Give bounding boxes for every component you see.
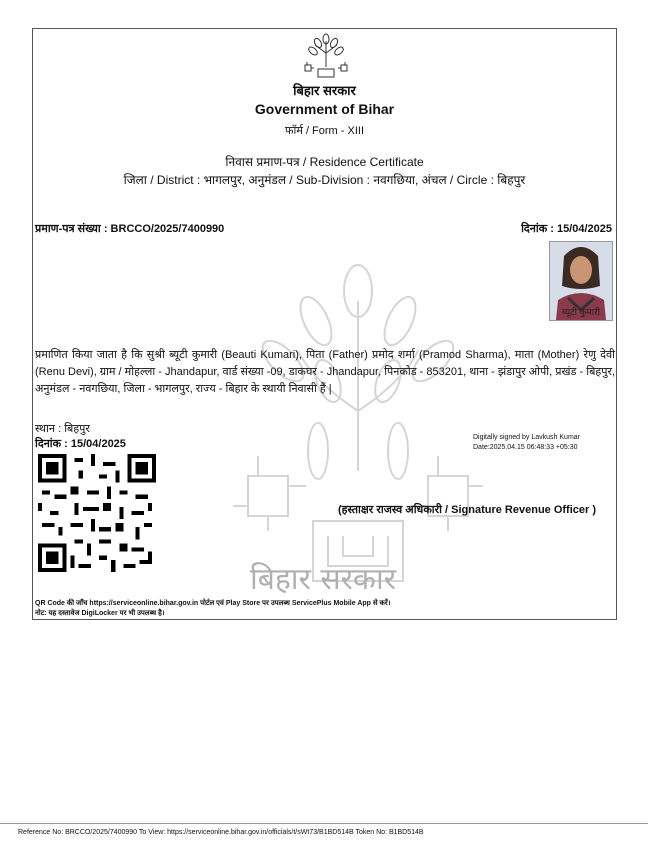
certificate-date: दिनांक : 15/04/2025 — [521, 223, 612, 235]
certificate-title: निवास प्रमाण-पत्र / Residence Certificate — [225, 155, 424, 169]
english-title: Government of Bihar — [254, 101, 395, 117]
digilocker-note: नोट: यह दस्तावेज DigiLocker पर भी उपलब्ध है। — [35, 610, 165, 617]
qr-verification-note: QR Code की जाँच https://serviceonline.bihar.gov.in पोर्टल एवं Play Store पर उपलब्ध ServicePlus Mobile App से करें। — [35, 600, 391, 607]
hindi-title: बिहार सरकार — [293, 83, 356, 98]
certificate-body: प्रमाणित किया जाता है कि सुश्री ब्यूटी कुमारी (Beauti Kumari), पिता (Father) प्रमोद शर्मा (Pramod Sharma), माता (Mother) रेणु देवी (Renu Devi), ग्राम / मोहल्ला - Jhandapur, वार्ड संख्या -09, डाकघर - Jhandapur, पिनकोड - 853201, थाना - झंडापुर ओपी, प्रखंड - बिहपुर, अनुमंडल - नवगछिया, जिला - भागलपुर, राज्य - बिहार के स्थायी निवासी हैं | — [35, 349, 615, 395]
applicant-photo — [549, 241, 613, 321]
footer-divider — [0, 823, 648, 824]
form-label: फॉर्म / Form - XIII — [284, 125, 365, 137]
digital-signature — [473, 433, 580, 453]
certificate-number: प्रमाण-पत्र संख्या : BRCCO/2025/7400990 — [35, 223, 225, 235]
certificate-page — [32, 28, 617, 620]
signature-officer-label: (हस्ताक्षर राजस्व अधिकारी / Signature Revenue Officer ) — [338, 504, 597, 516]
digital-sign-line2: Date:2025.04.15 06:48:33 +05:30 — [473, 444, 578, 451]
bihar-state-emblem-icon — [301, 31, 351, 81]
place-label: स्थान : बिहपुर — [35, 423, 90, 435]
digital-sign-line1: Digitally signed by Lavkush Kumar — [473, 434, 580, 441]
photo-caption: ब्यूटी कुमारी — [561, 307, 601, 317]
footer-reference: Reference No: BRCCO/2025/7400990 To View: https://serviceonline.bihar.gov.in/officials/t/sWt73/B1BD514B Token No: B1BD514B — [18, 829, 424, 836]
issue-date-label: दिनांक : 15/04/2025 — [35, 438, 126, 450]
watermark-text: बिहार सरकार — [249, 562, 397, 597]
qr-code-icon — [37, 454, 157, 572]
district-line: जिला / District : भागलपुर, अनुमंडल / Sub-Division : नवगछिया, अंचल / Circle : बिहपुर — [123, 173, 526, 187]
